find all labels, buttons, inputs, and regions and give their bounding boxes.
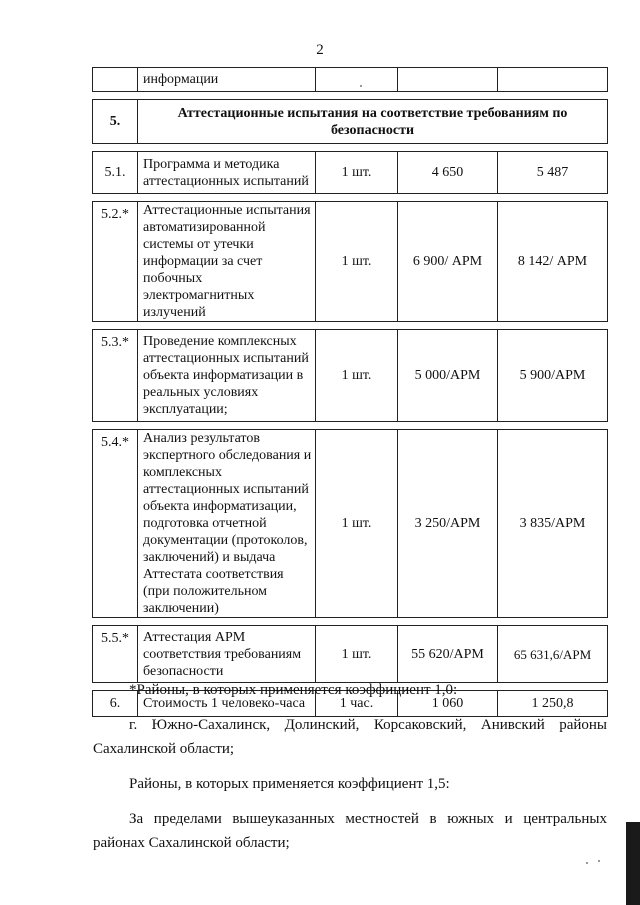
continuation-unit-cell (316, 68, 398, 92)
row-number: 6. (93, 691, 138, 717)
table-row (93, 430, 608, 618)
row-name: Аттестационные испытания автоматизированной системы от утечки информации за счет побочных электромагнитных излучений (138, 202, 316, 322)
scan-speck (598, 860, 600, 862)
table-gap (93, 194, 608, 202)
continuation-num-cell (93, 68, 138, 92)
row-name: Стоимость 1 человеко-часа (138, 691, 316, 717)
row-name: Программа и методика аттестационных испытаний (138, 152, 316, 194)
section-title: Аттестационные испытания на соответствие требованиям по безопасности (138, 100, 608, 144)
row-price-coef-1: 3 250/АРМ (398, 430, 498, 618)
row-price-coef-1: 1 060 (398, 691, 498, 717)
table-row-continuation (93, 68, 608, 92)
footnote-coef-1-heading: *Районы, в которых применяется коэффициент 1,0: (129, 682, 458, 698)
row-number: 5.4.* (93, 430, 138, 618)
table-row (93, 626, 608, 683)
row-unit: 1 шт. (316, 152, 398, 194)
continuation-price2-cell (498, 68, 608, 92)
row-price-coef-1: 55 620/АРМ (398, 626, 498, 683)
row-unit: 1 час. (316, 691, 398, 717)
table-row (93, 330, 608, 422)
row-price-coef-1-5: 1 250,8 (498, 691, 608, 717)
row-price-coef-1-5: 5 900/АРМ (498, 330, 608, 422)
row-unit: 1 шт. (316, 430, 398, 618)
table-row (93, 152, 608, 194)
row-number: 5.5.* (93, 626, 138, 683)
section-header-row (93, 100, 608, 144)
row-price-coef-1-5: 8 142/ АРМ (498, 202, 608, 322)
table-gap (93, 618, 608, 626)
table-gap (93, 322, 608, 330)
row-number: 5.1. (93, 152, 138, 194)
table-row (93, 202, 608, 322)
continuation-price1-cell (398, 68, 498, 92)
footnote-coef-1-5-list: За пределами вышеуказанных местностей в южных и центральных районах Сахалинской области; (93, 811, 607, 851)
row-price-coef-1: 4 650 (398, 152, 498, 194)
row-number: 5.2.* (93, 202, 138, 322)
row-price-coef-1-5: 5 487 (498, 152, 608, 194)
row-unit: 1 шт. (316, 626, 398, 683)
scan-edge-mark (626, 822, 640, 905)
row-name: Анализ результатов экспертного обследования и комплексных аттестационных испытаний объекта информатизации, подготовка отчетной документации (протоколов, заключений) и выдача Аттестата соответствия (при положительном заключении) (138, 430, 316, 618)
row-name: Аттестация АРМ соответствия требованиям безопасности (138, 626, 316, 683)
row-number: 5.3.* (93, 330, 138, 422)
continuation-name-cell: информации (138, 68, 316, 92)
row-unit: 1 шт. (316, 330, 398, 422)
row-price-coef-1-5: 3 835/АРМ (498, 430, 608, 618)
footnote-coef-1-list: г. Южно-Сахалинск, Долинский, Корсаковский, Анивский районы Сахалинской области; (93, 717, 607, 757)
row-price-coef-1-5: 65 631,6/АРМ (498, 626, 608, 683)
scan-speck (360, 85, 362, 87)
price-table (92, 67, 608, 717)
scan-speck (586, 862, 588, 864)
row-price-coef-1: 5 000/АРМ (398, 330, 498, 422)
row-unit: 1 шт. (316, 202, 398, 322)
row-price-coef-1: 6 900/ АРМ (398, 202, 498, 322)
table-gap (93, 92, 608, 100)
footnote-coef-1-5-heading: Районы, в которых применяется коэффициент 1,5: (129, 776, 450, 792)
section-number: 5. (93, 100, 138, 144)
table-gap (93, 422, 608, 430)
footnotes (93, 678, 607, 866)
table-gap (93, 144, 608, 152)
page-number: 2 (316, 42, 324, 58)
row-name: Проведение комплексных аттестационных испытаний объекта информатизации в реальных условиях эксплуатации; (138, 330, 316, 422)
